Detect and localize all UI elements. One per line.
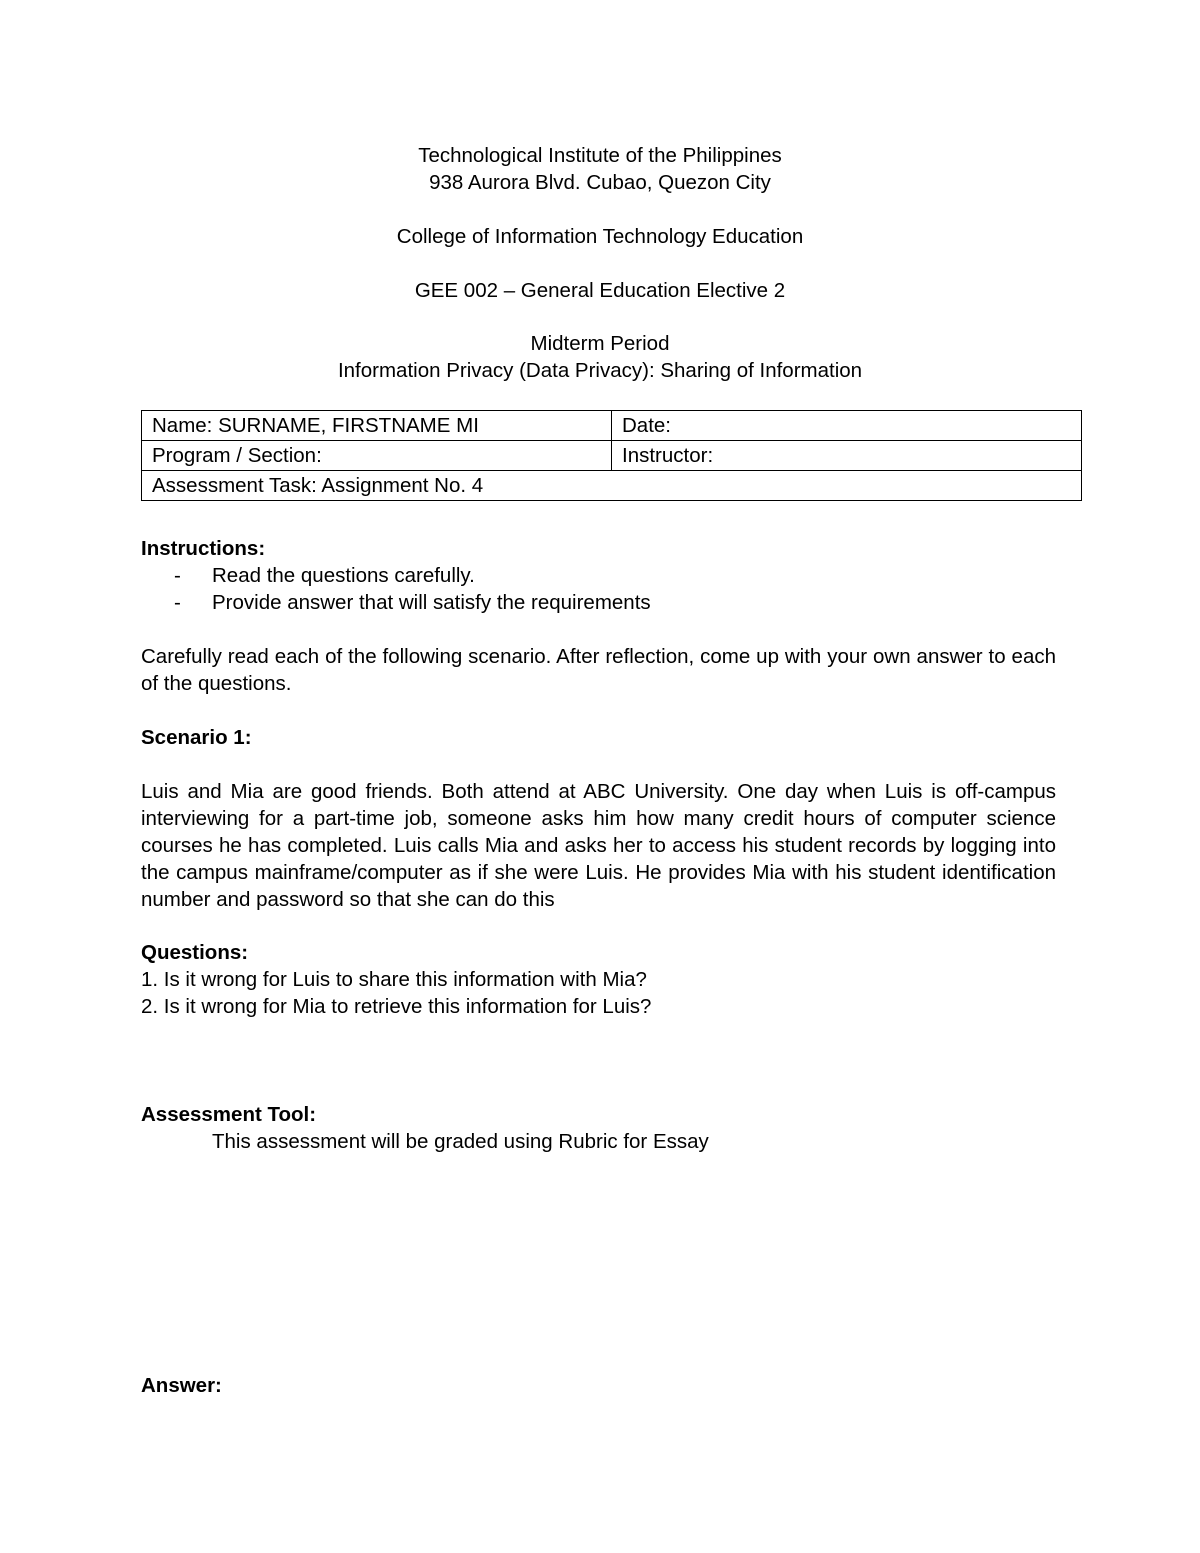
date-field[interactable]: Date: xyxy=(612,411,1082,441)
institution-name: Technological Institute of the Philippines xyxy=(418,144,782,167)
instruction-text: Provide answer that will satisfy the requirements xyxy=(212,591,651,614)
topic-title: Information Privacy (Data Privacy): Sharing of Information xyxy=(337,359,863,382)
table-row xyxy=(142,441,1082,471)
question-item: 1. Is it wrong for Luis to share this information with Mia? xyxy=(141,968,647,991)
assessment-task-field: Assessment Task: Assignment No. 4 xyxy=(142,471,1082,501)
bullet-dash: - xyxy=(174,591,181,614)
scenario-heading: Scenario 1: xyxy=(141,726,252,749)
course-title: GEE 002 – General Education Elective 2 xyxy=(414,279,786,302)
table-row xyxy=(142,411,1082,441)
period-label: Midterm Period xyxy=(530,332,670,355)
table-row xyxy=(142,471,1082,501)
student-info-table xyxy=(141,410,1082,501)
instruction-text: Read the questions carefully. xyxy=(212,564,475,587)
instructions-heading: Instructions: xyxy=(141,537,266,560)
assessment-tool-text: This assessment will be graded using Rubric for Essay xyxy=(212,1130,709,1153)
list-item xyxy=(174,589,651,616)
program-section-field[interactable]: Program / Section: xyxy=(142,441,612,471)
answer-heading: Answer: xyxy=(141,1374,222,1397)
bullet-dash: - xyxy=(174,564,181,587)
questions-heading: Questions: xyxy=(141,941,249,964)
name-field[interactable]: Name: SURNAME, FIRSTNAME MI xyxy=(142,411,612,441)
instructor-field[interactable]: Instructor: xyxy=(612,441,1082,471)
institution-address: 938 Aurora Blvd. Cubao, Quezon City xyxy=(429,171,771,194)
college-name: College of Information Technology Education xyxy=(396,225,804,248)
list-item xyxy=(174,562,475,589)
question-item: 2. Is it wrong for Mia to retrieve this information for Luis? xyxy=(141,995,652,1018)
assessment-tool-heading: Assessment Tool: xyxy=(141,1103,317,1126)
scenario-paragraph: Luis and Mia are good friends. Both attend at ABC University. One day when Luis is off-campus interviewing for a part-time job, someone asks him how many credit hours of computer science courses he has completed. Luis calls Mia and asks her to access his student records by logging into the campus mainframe/computer as if she were Luis. He provides Mia with his student identification number and password so that she can do this xyxy=(141,780,1056,911)
intro-paragraph: Carefully read each of the following scenario. After reflection, come up with your own answer to each of the questions. xyxy=(141,645,1056,695)
